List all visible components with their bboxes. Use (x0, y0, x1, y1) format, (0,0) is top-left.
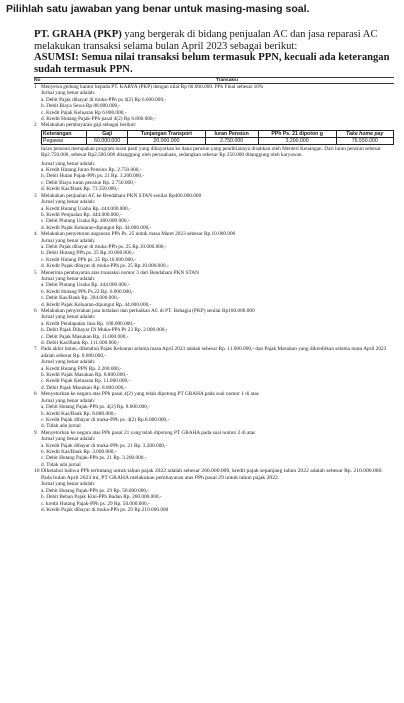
salary-header-row (42, 130, 394, 137)
col-take-home: Take home pay (336, 130, 393, 137)
option-b[interactable]: b. Kredit Kas/Bank Rp. 3.000.000,- (41, 448, 117, 455)
cell-keterangan: Pegawai (42, 137, 87, 144)
question-number: 7 (34, 346, 37, 353)
option-a[interactable]: a. Debit Hutang Pajak-PPh ps. 29 Rp. 50.000.000,- (41, 487, 150, 494)
jurnal-label: Jurnal yang benar adalah: (41, 237, 96, 244)
answer-options-6 (34, 314, 394, 346)
asumsi-text: ASUMSI: Semua nilai transaksi belum termasuk PPN, kecuali ada keterangan sudah termasuk PPN. (34, 52, 390, 75)
salary-block (34, 130, 394, 193)
question-4 (34, 231, 394, 237)
option-b[interactable]: b. Debit Hutang PPh ps. 25 Rp.10.000.000,- (41, 250, 135, 257)
option-a[interactable]: a. Debit Piutang Usaha Rp. 444.000.000,- (41, 282, 130, 289)
option-c[interactable]: c. Kredit Hutang PPh ps. 25 Rp.10.000.000,- (41, 256, 137, 263)
option-a[interactable]: a. Debit Pajak dibayar di muka-PPh ps 4(2) Rp 6.000.000,- (41, 96, 167, 103)
option-c[interactable]: c. Kredit Pajak Keluaran Rp 6.800.000,- (41, 109, 127, 116)
question-text: Diketahui bahwa PPh terhutang untuk tahun pajak 2022 adalah sebesar 260.000.000, kredit pajak sepanjang tahun 2022 adalah sebesar Rp. 210.000.000. Pada bulan April 2023 ini, PT GRAHA melakukan pembayaran atas PPh pasal 29 untuk tahun pajak 2022. (41, 468, 383, 481)
col-gaji: Gaji (86, 130, 127, 137)
jurnal-label: Jurnal yang benar adalah: (41, 314, 96, 321)
option-d[interactable]: d. Tidak ada jurnal (41, 423, 81, 430)
option-b[interactable]: b. Kredit Hutang PPh Ps.22 Rp. 6.000.000,- (41, 288, 134, 295)
answer-options-10 (34, 481, 394, 513)
question-2 (34, 122, 394, 128)
cell-iuran: 2.750.000 (205, 137, 258, 144)
option-d[interactable]: d. Kredit Pajak Keluaran-dipungut Rp. 44.000.000,- (41, 301, 152, 308)
pension-note: Iuran pensiun merupakan program iuran pasti yang dibayarkan ke dana pensiun yang pendiriannya disahkan oleh Menteri Keuangan. Dari iuran pensiun sebesar Rp2.750.000, sebesar Rp2.500.000 ditanggung oleh perusahaan, sedangkan sebesar Rp 250.000 ditanggung oleh karyawan. (41, 145, 381, 159)
option-a[interactable]: a. Kredit Hutang PPN Rp. 2.200.000,- (41, 365, 122, 372)
option-a[interactable]: a. Kredit Hutang Iuran Pensiun Rp. 2.750.000,- (41, 167, 142, 174)
option-d[interactable]: d. Kredit Kas/Bank Rp. 73.350.000,- (41, 186, 120, 193)
header-no: No (34, 78, 41, 83)
question-number: 6 (34, 308, 37, 314)
question-number: 8 (34, 391, 37, 398)
salary-row (42, 137, 394, 144)
cell-tunjangan: 20.000.000 (128, 137, 205, 144)
question-number: 5 (34, 269, 37, 276)
intro-paragraph (34, 29, 394, 52)
option-b[interactable]: b. Kredit Pajak Masukan Rp. 8.800.000,- (41, 372, 129, 379)
option-a[interactable]: a. Debit Hutang Pajak-PPh ps. 4(2) Rp. 8.000.000,- (41, 404, 151, 411)
option-a[interactable]: a. Debit Pajak dibayar di muka-PPh ps. 25 Rp.10.000.000,- (41, 243, 167, 250)
question-text: Menerima pembayaran atas transaksi nomor 3 dari Bendahara PKN STAN (41, 269, 199, 276)
option-a[interactable]: a. Kredit Pajak dibayar di muka-PPh ps. 21 Rp. 3.200.000,- (41, 442, 168, 449)
question-list (34, 84, 394, 513)
header-transaksi: Transaksi (215, 78, 239, 83)
option-d[interactable]: d. Debit Kas/Bank Rp. 111.000.000,- (41, 340, 120, 347)
question-text: Pada akhir bulan, diketahui Pajak Keluaran selama masa April 2023 adalah sebesar Rp. 11.000.000,- dan Pajak Masukan yang dikreditkan selama masa April 2023 adalah sebesar Rp. 8.800.000,- (41, 346, 387, 359)
cell-take-home: 76.550.000 (336, 137, 393, 144)
option-c[interactable]: c. Debit Hutang Pajak-PPh ps. 21 Rp. 3.200.000,- (41, 455, 147, 462)
option-c[interactable]: c. kredit Hutang Pajak-PPh ps. 29 Rp. 50.000.000,- (41, 500, 150, 507)
option-b[interactable]: b. Debit Beban Pajak Kini-PPh Badan Rp. 260.000.000,- (41, 494, 162, 501)
jurnal-label: Jurnal yang benar adalah: (41, 397, 96, 404)
company-name: PT. GRAHA (PKP) (34, 29, 122, 40)
question-text: Menyewa gedung kantor kepada PT. KARYA (PKP) dengan nilai Rp 60.000.000. PPh Final sebesar 10% (41, 84, 264, 90)
col-pph21: PPh Ps. 21 dipoton g (258, 130, 336, 137)
option-d[interactable]: d. Debit Pajak Masukan Rp. 8.800.000,- (41, 384, 127, 391)
question-text: Melakukan penyetoran angsuran PPh Ps. 25 untuk masa Maret 2023 sebesar Rp.10.000.000 (41, 231, 236, 238)
jurnal-label: Jurnal yang benar adalah: (41, 90, 96, 97)
option-b[interactable]: b. Kredit Kas/Bank Rp. 8.880.000,- (41, 410, 117, 417)
question-text: Menyetorkan ke negara atas PPh pasal 21 yang telah dipotong PT GRAHA pada soal nomor 2 di atas (41, 429, 256, 436)
question-number: 9 (34, 429, 37, 436)
option-c[interactable]: c. Kredit Pajak dibayar di muka-PPh ps. 4(2) Rp.8.000.000,- (41, 416, 170, 423)
option-d[interactable]: d. Kredit Hutang Pajak-PPh pasal 4(2) Rp 6.800.000,- (41, 116, 156, 123)
question-8 (34, 391, 394, 397)
question-text: Melakukan penjualan AC ke Bendahara PKN STAN senilai Rp400.000.000 (41, 192, 202, 199)
intro-text: yang bergerak di bidang penjualan AC dan jasa reparasi AC melakukan transaksi selama bulan April 2023 sebagai berikut: (34, 29, 378, 52)
answer-options-7 (34, 359, 394, 391)
question-7 (34, 346, 394, 359)
answer-options-3 (34, 199, 394, 231)
option-b[interactable]: b. Debit Biaya Sewa Rp 88.800.000,- (41, 103, 121, 110)
question-number: 2 (34, 122, 37, 129)
answer-options-1 (34, 90, 394, 122)
option-d[interactable]: d. Kredit Pajak dibayar di muka-PPh ps. 29 Rp.210.000.000 (41, 506, 169, 513)
question-10 (34, 468, 394, 481)
option-d[interactable]: d. Kredit Pajak Keluaran-dipungut Rp. 44.000.000,- (41, 224, 152, 231)
jurnal-label: Jurnal yang benar adalah: (41, 359, 96, 366)
question-number: 3 (34, 192, 37, 199)
salary-table (41, 130, 394, 145)
question-text: Menyetorkan ke negara atas PPh pasal 4(2) yang telah dipotong PT GRAHA pada soal nomor 1 di atas (41, 391, 259, 398)
jurnal-label: Jurnal yang benar adalah: (41, 436, 96, 443)
question-number: 4 (34, 231, 37, 238)
jurnal-label: Jurnal yang benar adalah: (41, 481, 96, 488)
option-d[interactable]: d. Kredit Pajak dibayar di muka-PPh ps. 25 Rp.10.000.000,- (41, 263, 169, 270)
answer-options-5 (34, 276, 394, 308)
col-iuran: Iuran Pensiun (205, 130, 258, 137)
option-a[interactable]: a. Kredit Pendapatan Jasa Rp. 108.000.000,- (41, 320, 136, 327)
option-b[interactable]: b. Kredit Penjualan Rp. 444.000.000,- (41, 211, 122, 218)
question-text: Melakukan penyerahan jasa instalasi dan perbaikan AC di PT. Bahagia (PKP) senilai Rp100.000.000 (41, 308, 255, 314)
option-b[interactable]: b. Debit Hutan Pajak-PPh ps. 21 Rp. 3.200.000,- (41, 173, 145, 180)
exam-page (0, 3, 404, 703)
option-a[interactable]: a. Kredit Hutang Usaha Rp. 444.000.000,- (41, 205, 131, 212)
jurnal-label: Jurnal yang benar adalah: (41, 199, 96, 206)
jurnal-label: Jurnal yang benar adalah: (41, 275, 96, 282)
col-tunjangan: Tunjangan Transport (128, 130, 205, 137)
instruction-text: Pilihlah satu jawaban yang benar untuk masing-masing soal. (6, 3, 310, 15)
option-c[interactable]: c. Debit Biaya iuran pensiun Rp. 2.750.000,- (41, 179, 136, 186)
option-c[interactable]: c. Kredit Pajak Keluaran Rp. 11.000.000,- (41, 378, 131, 385)
option-c[interactable]: c. Debit Kas/Bank Rp. 394.000.000,- (41, 295, 120, 302)
col-keterangan: Keterangan (42, 130, 87, 137)
cell-gaji: 60.000.000 (86, 137, 127, 144)
option-d[interactable]: d. Tidak ada jurnal (41, 461, 81, 468)
option-b[interactable]: b. Debit Pajak Dibayar Di Muka-PPh Ps 23 Rp. 2.000.000,- (41, 327, 168, 334)
question-number: 10 (34, 468, 40, 475)
answer-options-9 (34, 436, 394, 468)
cell-pph21: 3.200.000 (258, 137, 336, 144)
option-c[interactable]: c. Debit Piutang Usaha Rp. 400.000.000,- (41, 218, 130, 225)
answer-options-4 (34, 238, 394, 270)
question-number: 1 (34, 84, 37, 90)
answer-options-8 (34, 398, 394, 430)
table-header (34, 77, 394, 84)
jurnal-label: Jurnal yang benar adalah: (41, 160, 96, 167)
option-c[interactable]: c. Debit Pajak Masukan Rp. 11.000.000,- (41, 333, 129, 340)
question-text: Melakukan pembayaran gaji sebagai berikut: (41, 122, 137, 129)
